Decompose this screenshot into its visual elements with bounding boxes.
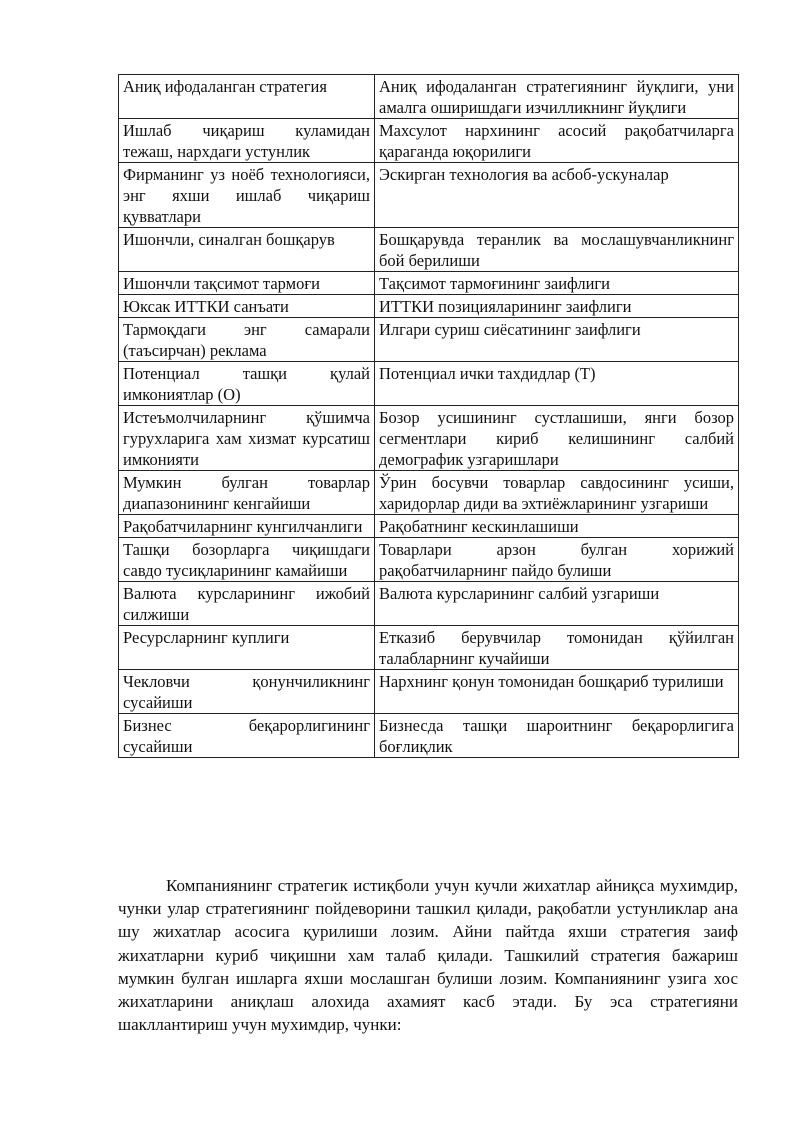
table-cell-left: Чекловчи қонунчиликнинг сусайиши: [119, 670, 375, 714]
table-cell-left: Ишончли тақсимот тармоғи: [119, 272, 375, 295]
table-cell-left: Ишлаб чиқариш куламидан тежаш, нархдаги устунлик: [119, 119, 375, 163]
table-cell-right: Бошқарувда теранлик ва мослашувчанликнинг бой берилиши: [375, 228, 739, 272]
swot-table: [118, 74, 739, 758]
table-cell-left: Истеъмолчиларнинг қўшимча гурухларига хам хизмат курсатиш имконияти: [119, 406, 375, 471]
table-row: [119, 119, 739, 163]
body-paragraph: Компаниянинг стратегик истиқболи учун кучли жихатлар айниқса мухимдир, чунки улар стратегиянинг пойдеворини ташкил қилади, рақобатли устунликлар ана шу жихатлар асосига қурилиши лозим. Айни пайтда яхши стратегия заиф жихатларни куриб чиқишни хам талаб қилади. Ташкилий стратегия бажариш мумкин булган ишларга яхши мослашган булиши лозим. Компаниянинг узига хос жихатларини аниқлаш алохида ахамият касб этади. Бу эса стратегияни шакллантириш учун мухимдир, чунки:: [118, 876, 738, 1035]
table-cell-right: Товарлари арзон булган хорижий рақобатчиларнинг пайдо булиши: [375, 538, 739, 582]
table-cell-right: Етказиб берувчилар томонидан қўйилган талабларнинг кучайиши: [375, 626, 739, 670]
table-row: [119, 295, 739, 318]
table-row: [119, 714, 739, 758]
table-row: [119, 75, 739, 119]
table-row: [119, 406, 739, 471]
table-row: [119, 318, 739, 362]
table-cell-right: Илгари суриш сиёсатининг заифлиги: [375, 318, 739, 362]
table-cell-right: Ўрин босувчи товарлар савдосининг усиши, харидорлар диди ва эхтиёжларининг узгариши: [375, 471, 739, 515]
table-cell-right: Аниқ ифодаланган стратегиянинг йуқлиги, уни амалга оширишдаги изчилликнинг йуқлиги: [375, 75, 739, 119]
table-cell-right: Махсулот нархининг асосий рақобатчиларга қараганда юқорилиги: [375, 119, 739, 163]
table-row: [119, 471, 739, 515]
swot-table-body: [119, 75, 739, 758]
table-cell-left: Аниқ ифодаланган стратегия: [119, 75, 375, 119]
table-row: [119, 538, 739, 582]
table-cell-right: ИТТКИ позицияларининг заифлиги: [375, 295, 739, 318]
table-row: [119, 626, 739, 670]
table-cell-right: Нархнинг қонун томонидан бошқариб турилиши: [375, 670, 739, 714]
table-row: [119, 670, 739, 714]
table-cell-left: Потенциал ташқи қулай имкониятлар (О): [119, 362, 375, 406]
table-cell-left: Фирманинг уз ноёб технологияси, энг яхши ишлаб чиқариш қувватлари: [119, 163, 375, 228]
table-cell-left: Тармоқдаги энг самарали (таъсирчан) реклама: [119, 318, 375, 362]
table-cell-left: Валюта курсларининг ижобий силжиши: [119, 582, 375, 626]
table-row: [119, 515, 739, 538]
table-cell-left: Юксак ИТТКИ санъати: [119, 295, 375, 318]
table-cell-left: Ташқи бозорларга чиқишдаги савдо тусиқларининг камайиши: [119, 538, 375, 582]
table-row: [119, 362, 739, 406]
table-cell-right: Рақобатнинг кескинлашиши: [375, 515, 739, 538]
table-cell-right: Бозор усишининг сустлашиши, янги бозор сегментлари кириб келишининг салбий демографик узгаришлари: [375, 406, 739, 471]
table-cell-left: Ишончли, синалган бошқарув: [119, 228, 375, 272]
table-cell-left: Бизнес беқарорлигининг сусайиши: [119, 714, 375, 758]
table-row: [119, 228, 739, 272]
table-cell-left: Мумкин булган товарлар диапазонининг кенгайиши: [119, 471, 375, 515]
table-cell-right: Валюта курсларининг салбий узгариши: [375, 582, 739, 626]
table-cell-right: Потенциал ички тахдидлар (Т): [375, 362, 739, 406]
table-cell-right: Эскирган технология ва асбоб-ускуналар: [375, 163, 739, 228]
table-cell-right: Бизнесда ташқи шароитнинг беқарорлигига боғлиқлик: [375, 714, 739, 758]
table-cell-left: Ресурсларнинг куплиги: [119, 626, 375, 670]
table-row: [119, 163, 739, 228]
table-row: [119, 582, 739, 626]
table-cell-right: Тақсимот тармоғининг заифлиги: [375, 272, 739, 295]
table-cell-left: Рақобатчиларнинг кунгилчанлиги: [119, 515, 375, 538]
table-row: [119, 272, 739, 295]
